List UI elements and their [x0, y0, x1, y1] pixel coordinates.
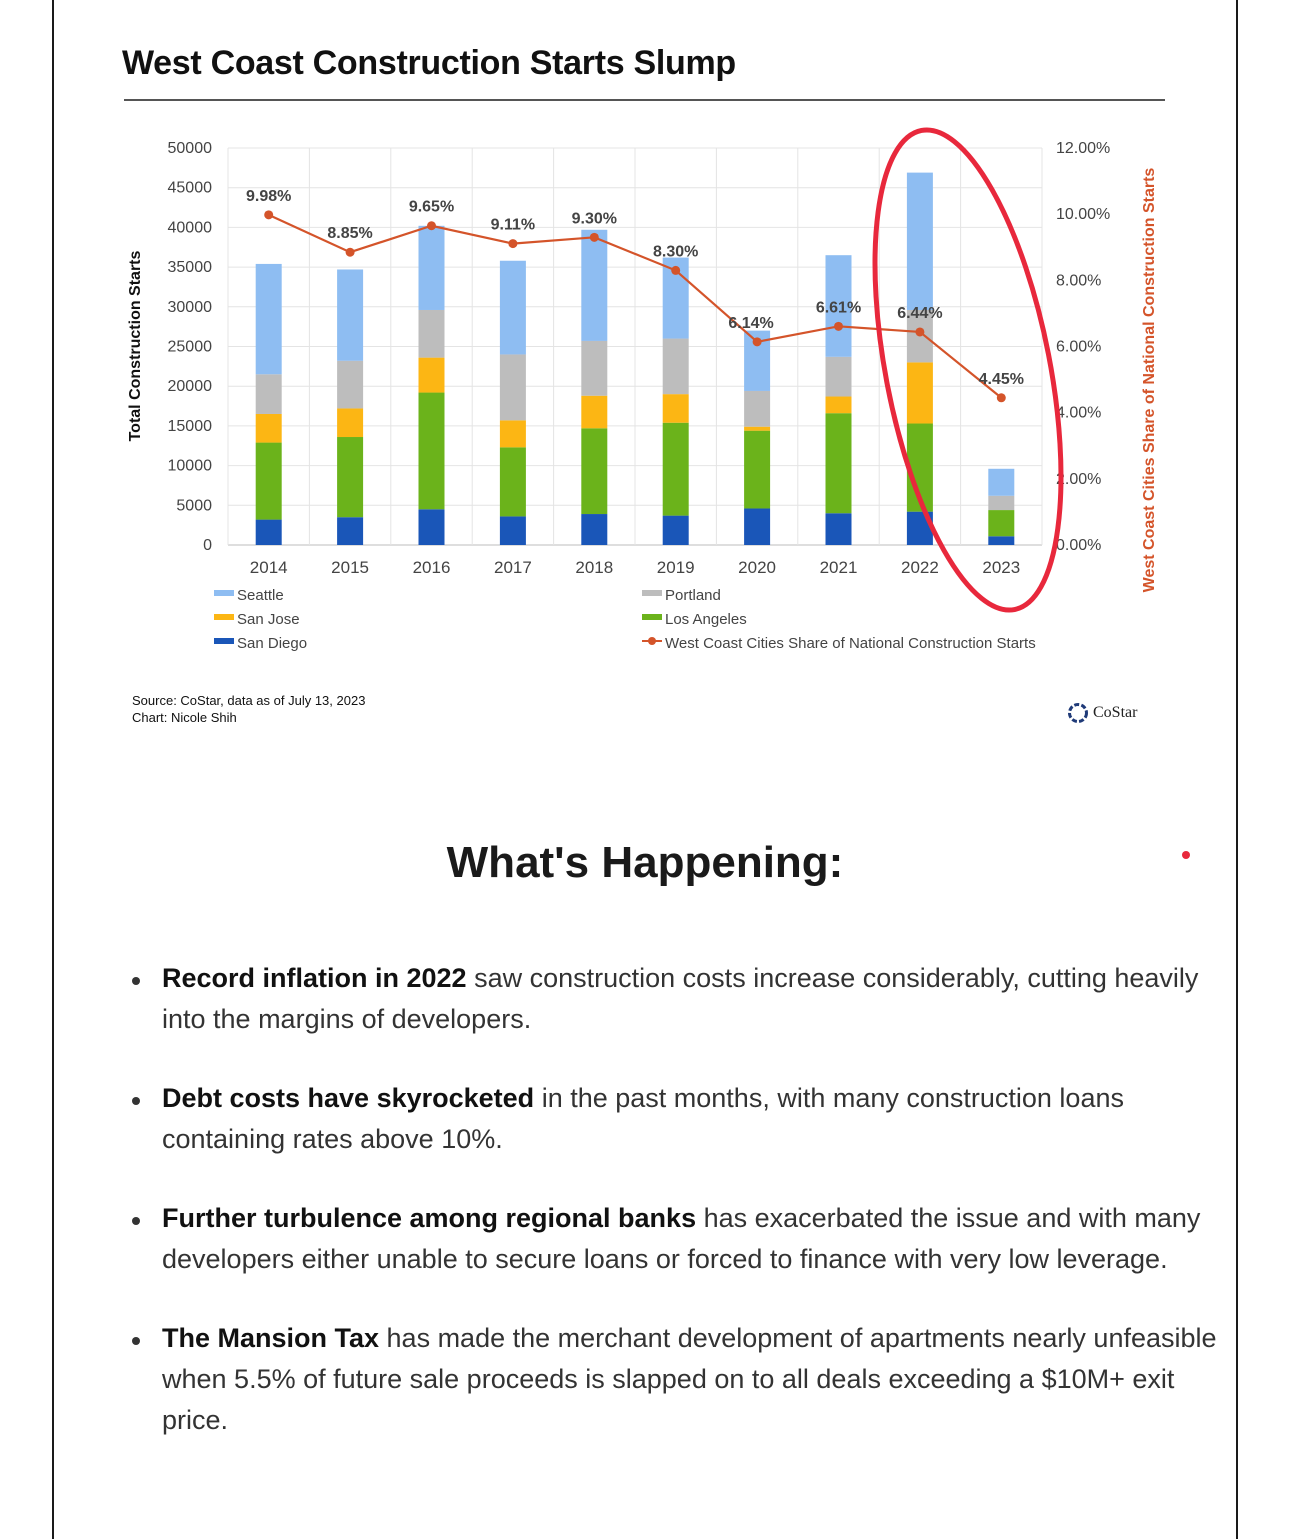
bullet-bold: Record inflation in 2022: [162, 963, 467, 993]
legend-swatch: [642, 614, 662, 620]
bar-segment: [744, 391, 770, 427]
y-tick-label: 10000: [167, 457, 212, 475]
share-data-label: 8.85%: [327, 225, 373, 243]
share-point: [590, 233, 599, 242]
bar-segment: [907, 362, 933, 423]
x-tick-label: 2022: [900, 558, 939, 577]
bar-segment: [337, 269, 363, 360]
legend-label: West Coast Cities Share of National Construction Starts: [665, 635, 1036, 652]
share-point: [427, 221, 436, 230]
share-point: [508, 239, 517, 248]
bullet-list: [128, 958, 1218, 1441]
x-tick-label: 2016: [412, 558, 451, 577]
bar-segment: [744, 431, 770, 509]
bullet-item: [128, 1198, 1218, 1280]
y2-tick-label: 6.00%: [1056, 338, 1102, 356]
share-data-label: 9.65%: [408, 198, 455, 216]
share-point: [346, 248, 355, 257]
x-tick-label: 2015: [331, 558, 370, 577]
bar-segment: [826, 513, 852, 545]
x-tick-label: 2014: [249, 558, 288, 577]
y2-axis-title: West Coast Cities Share of National Construction Starts: [1141, 167, 1158, 593]
legend-swatch: [214, 614, 234, 620]
bar-segment: [419, 310, 445, 358]
bar-segment: [581, 428, 607, 514]
legend-swatch: [214, 590, 234, 596]
bar-segment: [419, 226, 445, 310]
share-data-label: 4.45%: [978, 370, 1024, 388]
bullet-item: [128, 958, 1218, 1040]
y-tick-label: 0: [203, 537, 212, 554]
costar-logo-icon: [1068, 703, 1088, 723]
bar-segment: [500, 261, 526, 355]
legend-label: Seattle: [237, 587, 284, 604]
bar-segment: [337, 408, 363, 437]
bar-segment: [581, 514, 607, 545]
bullet-item: [128, 1078, 1218, 1160]
y2-tick-label: 0.00%: [1056, 537, 1102, 554]
y-tick-label: 30000: [167, 298, 212, 316]
bullet-text: has made the merchant development of apartments nearly unfeasible when 5.5% of future sale proceeds is slapped on to all deals exceeding a $10M+ exit price.: [162, 1323, 1217, 1435]
bar-segment: [663, 394, 689, 423]
y2-tick-label: 12.00%: [1056, 140, 1111, 157]
bar-segment: [826, 397, 852, 414]
y-tick-label: 5000: [176, 497, 212, 515]
share-point: [671, 266, 680, 275]
share-data-label: 6.61%: [815, 299, 862, 317]
share-data-label: 9.30%: [571, 210, 617, 228]
bar-segment: [337, 361, 363, 409]
share-data-label: 6.14%: [728, 314, 774, 332]
bar-segment: [500, 447, 526, 516]
costar-logo: [1068, 703, 1137, 723]
bar-segment: [581, 396, 607, 429]
bullet-bold: Debt costs have skyrocketed: [162, 1083, 535, 1113]
bullet-text: has exacerbated the issue and with many developers either unable to secure loans or forced to finance with very low leverage.: [162, 1203, 1201, 1274]
bar-segment: [826, 357, 852, 397]
y-tick-label: 20000: [167, 378, 212, 396]
bar-segment: [419, 358, 445, 393]
bar-segment: [907, 173, 933, 310]
chart-credit-line: Chart: Nicole Shih: [132, 710, 237, 725]
bar-segment: [744, 427, 770, 431]
y-tick-label: 35000: [167, 259, 212, 277]
share-point: [997, 393, 1006, 402]
y2-tick-label: 8.00%: [1056, 272, 1102, 290]
bar-segment: [500, 420, 526, 447]
bar-segment: [663, 516, 689, 545]
bar-segment: [419, 509, 445, 545]
bar-segment: [337, 437, 363, 517]
share-data-label: 6.44%: [897, 304, 943, 322]
bar-segment: [988, 469, 1014, 496]
bar-segment: [663, 423, 689, 516]
share-point: [834, 322, 843, 331]
y-tick-label: 50000: [167, 140, 212, 157]
section-heading: What's Happening:: [446, 838, 844, 887]
y-axis-title: Total Construction Starts: [127, 250, 144, 442]
x-tick-label: 2020: [738, 558, 777, 577]
y-tick-label: 25000: [167, 338, 212, 356]
y-tick-label: 15000: [167, 417, 212, 435]
y2-tick-label: 2.00%: [1056, 470, 1102, 488]
legend-label: Los Angeles: [665, 611, 747, 628]
legend-label: San Jose: [237, 611, 300, 628]
bar-segment: [581, 230, 607, 341]
source-note: [132, 692, 365, 726]
bar-segment: [500, 354, 526, 420]
x-tick-label: 2021: [819, 558, 858, 577]
share-data-label: 9.98%: [246, 187, 292, 205]
costar-logo-text: CoStar: [1093, 704, 1138, 721]
bar-segment: [744, 508, 770, 545]
red-dot-marker: [1182, 851, 1190, 859]
source-line: Source: CoStar, data as of July 13, 2023: [132, 693, 366, 708]
share-point: [915, 327, 924, 336]
y-tick-label: 45000: [167, 179, 212, 197]
bar-segment: [256, 264, 282, 374]
bullet-bold: The Mansion Tax: [162, 1323, 380, 1353]
bar-segment: [256, 374, 282, 414]
bar-segment: [988, 536, 1014, 545]
y2-tick-label: 4.00%: [1056, 404, 1102, 422]
bullet-bold: Further turbulence among regional banks: [162, 1203, 697, 1233]
legend-line-marker: [648, 637, 656, 645]
bullet-text: in the past months, with many construction loans containing rates above 10%.: [162, 1083, 1124, 1154]
chart-title: West Coast Construction Starts Slump: [122, 44, 736, 82]
x-tick-label: 2023: [982, 558, 1021, 577]
share-point: [264, 210, 273, 219]
bar-segment: [256, 414, 282, 443]
share-point: [753, 337, 762, 346]
y2-tick-label: 10.00%: [1056, 206, 1111, 224]
share-data-label: 9.11%: [490, 216, 536, 234]
bar-segment: [826, 413, 852, 513]
legend-label: Portland: [665, 587, 721, 604]
bar-segment: [500, 516, 526, 545]
bar-segment: [663, 339, 689, 395]
x-tick-label: 2018: [575, 558, 614, 577]
legend-swatch: [642, 590, 662, 596]
bar-segment: [581, 341, 607, 396]
bar-segment: [988, 510, 1014, 536]
bullet-item: [128, 1318, 1218, 1441]
construction-starts-chart: [0, 0, 1290, 680]
x-tick-label: 2019: [656, 558, 695, 577]
bar-segment: [337, 517, 363, 545]
x-tick-label: 2017: [493, 558, 532, 577]
bar-segment: [256, 520, 282, 545]
bullet-text: saw construction costs increase considerably, cutting heavily into the margins of developers.: [162, 963, 1199, 1034]
share-data-label: 8.30%: [653, 243, 699, 261]
legend-swatch: [214, 638, 234, 644]
bar-segment: [988, 496, 1014, 510]
y-tick-label: 40000: [167, 219, 212, 237]
bar-segment: [256, 443, 282, 520]
bar-segment: [419, 393, 445, 510]
legend-label: San Diego: [237, 635, 308, 652]
